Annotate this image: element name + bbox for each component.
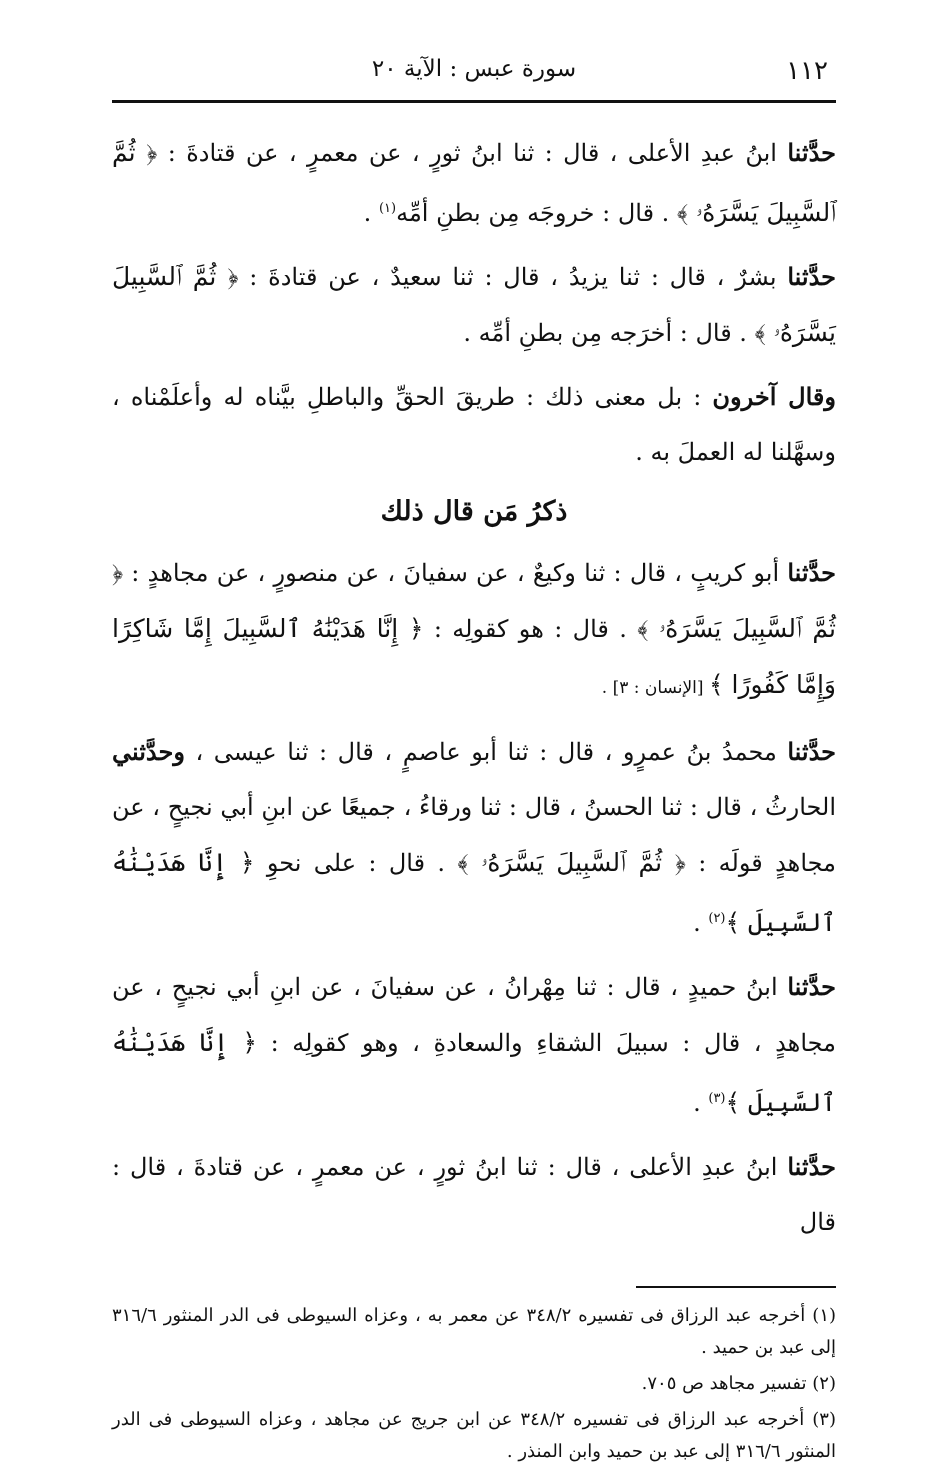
footnote-2: (٢) تفسير مجاهد ص ٧٠٥. [641,1373,836,1394]
header-rule [112,100,836,103]
paragraph-lead: حدَّثنا [787,138,837,167]
paragraph-text: أبو كريبٍ ، قال : ثنا وكيعٌ ، عن سفيانَ ، عن منصورٍ ، عن مجاهدٍ : [123,559,788,587]
paragraph-text: ابنُ عبدِ الأعلى ، قال : ثنا ابنُ ثورٍ ، عن معمرٍ ، عن قتادةَ ، قال : قال [112,1153,836,1236]
paragraph-text: . قال : خروجَه مِن بطنِ أمِّه [396,199,677,227]
quran-quote: ﴿ إِنَّا هَدَيْنَٰهُ ٱلسَّبِيلَ ﴾ [112,1028,836,1117]
paragraph-text: . [693,1089,709,1117]
footnote-1: (١) أخرجه عبد الرزاق فى تفسيره ٣٤٨/٢ عن معمر به ، وعزاه السيوطى فى الدر المنثور ٣١٦/٦ إلى عبد بن حميد . [112,1305,837,1358]
main-text [112,125,836,1250]
footnote-separator [636,1286,836,1288]
paragraph-text: . [363,199,379,227]
footnote-ref: (٣) [708,1091,726,1106]
page [112,52,836,1472]
paragraph-text: ابنُ حميدٍ ، قال : ثنا مِهْرانُ ، عن سفيانَ ، عن ابنِ أبي نجيحٍ ، عن مجاهدٍ ، قال : سبيلَ الشقاءِ والسعادةِ ، وهو كقولِه : [112,973,836,1057]
paragraph-5 [112,724,836,951]
quran-quote: ﴿ إِنَّا هَدَيْنَٰهُ ٱلسَّبِيلَ إِمَّا شَاكِرًا وَإِمَّا كَفُورًا ﴾ [112,614,836,699]
section-title: ذكرُ مَن قال ذلك [380,496,568,527]
quran-quote: ﴿ ثُمَّ ٱلسَّبِيلَ يَسَّرَهُۥ ﴾ [112,262,836,347]
quran-quote: ﴿ ثُمَّ ٱلسَّبِيلَ يَسَّرَهُۥ ﴾ [112,558,836,643]
paragraph-lead: حدَّثنا [787,972,836,1001]
paragraph-lead-2: وحدَّثني [112,737,185,766]
footnotes [112,1300,836,1468]
paragraph-lead: حدَّثنا [787,558,836,587]
paragraph-text: ابنُ عبدِ الأعلى ، قال : ثنا ابنُ ثورٍ ، عن معمرٍ ، عن قتادةَ : [157,139,788,167]
paragraph-lead: حدَّثنا [787,1152,836,1181]
paragraph-text: الحارثُ ، قال : ثنا الحسنُ ، قال : ثنا ورقاءُ ، جميعًا عن ابنِ أبي نجيحٍ ، عن مجاهدٍ قولَه : [112,793,836,877]
page-header [112,52,836,94]
paragraph-text: . قال : أخرَجه مِن بطنِ أمِّه . [463,319,755,347]
running-title: سورة عبس : الآية ٢٠ [371,56,577,82]
paragraph-2 [112,249,836,361]
verse-citation: [الإنسان : ٣] . [601,678,709,698]
quran-quote: ﴿ إِنَّا هَدَيْنَٰهُ ٱلسَّبِيلَ ﴾ [112,848,836,937]
paragraph-1 [112,125,836,241]
footnote-ref: (١) [378,201,397,216]
paragraph-4 [112,545,836,716]
paragraph-lead: حدَّثنا [787,737,836,766]
paragraph-lead: حدَّثنا [787,262,836,291]
footnote-3: (٣) أخرجه عبد الرزاق فى تفسيره ٣٤٨/٢ عن ابن جريج عن مجاهد ، وعزاه السيوطى فى الدر المنثور ٣١٦/٦ إلى عبد بن حميد وابن المنذر . [112,1409,836,1462]
page-number: ١١٢ [786,56,828,86]
paragraph-3 [112,369,836,480]
paragraph-6 [112,959,836,1131]
paragraph-text: . قال : هو كقولِه : [423,615,638,643]
quran-quote: ﴿ ثُمَّ ٱلسَّبِيلَ يَسَّرَهُۥ ﴾ [112,138,836,227]
quran-quote: ﴿ ثُمَّ ٱلسَّبِيلَ يَسَّرَهُۥ ﴾ [457,848,686,877]
paragraph-text: . قال : على نحوِ [254,849,458,877]
paragraph-text: بشرٌ ، قال : ثنا يزيدُ ، قال : ثنا سعيدٌ ، عن قتادةَ : [238,263,788,291]
paragraph-text: . [693,909,709,937]
footnote-ref: (٢) [708,911,726,926]
paragraph-lead: وقال آخرون [712,382,836,411]
paragraph-7 [112,1139,836,1250]
paragraph-text: : بل معنى ذلك : طريقَ الحقِّ والباطلِ بيَّناه له وأعلَمْناه ، وسهَّلنا له العملَ به . [112,383,836,466]
paragraph-text: محمدُ بنُ عمرٍو ، قال : ثنا أبو عاصمٍ ، قال : ثنا عيسى ، [184,738,788,766]
